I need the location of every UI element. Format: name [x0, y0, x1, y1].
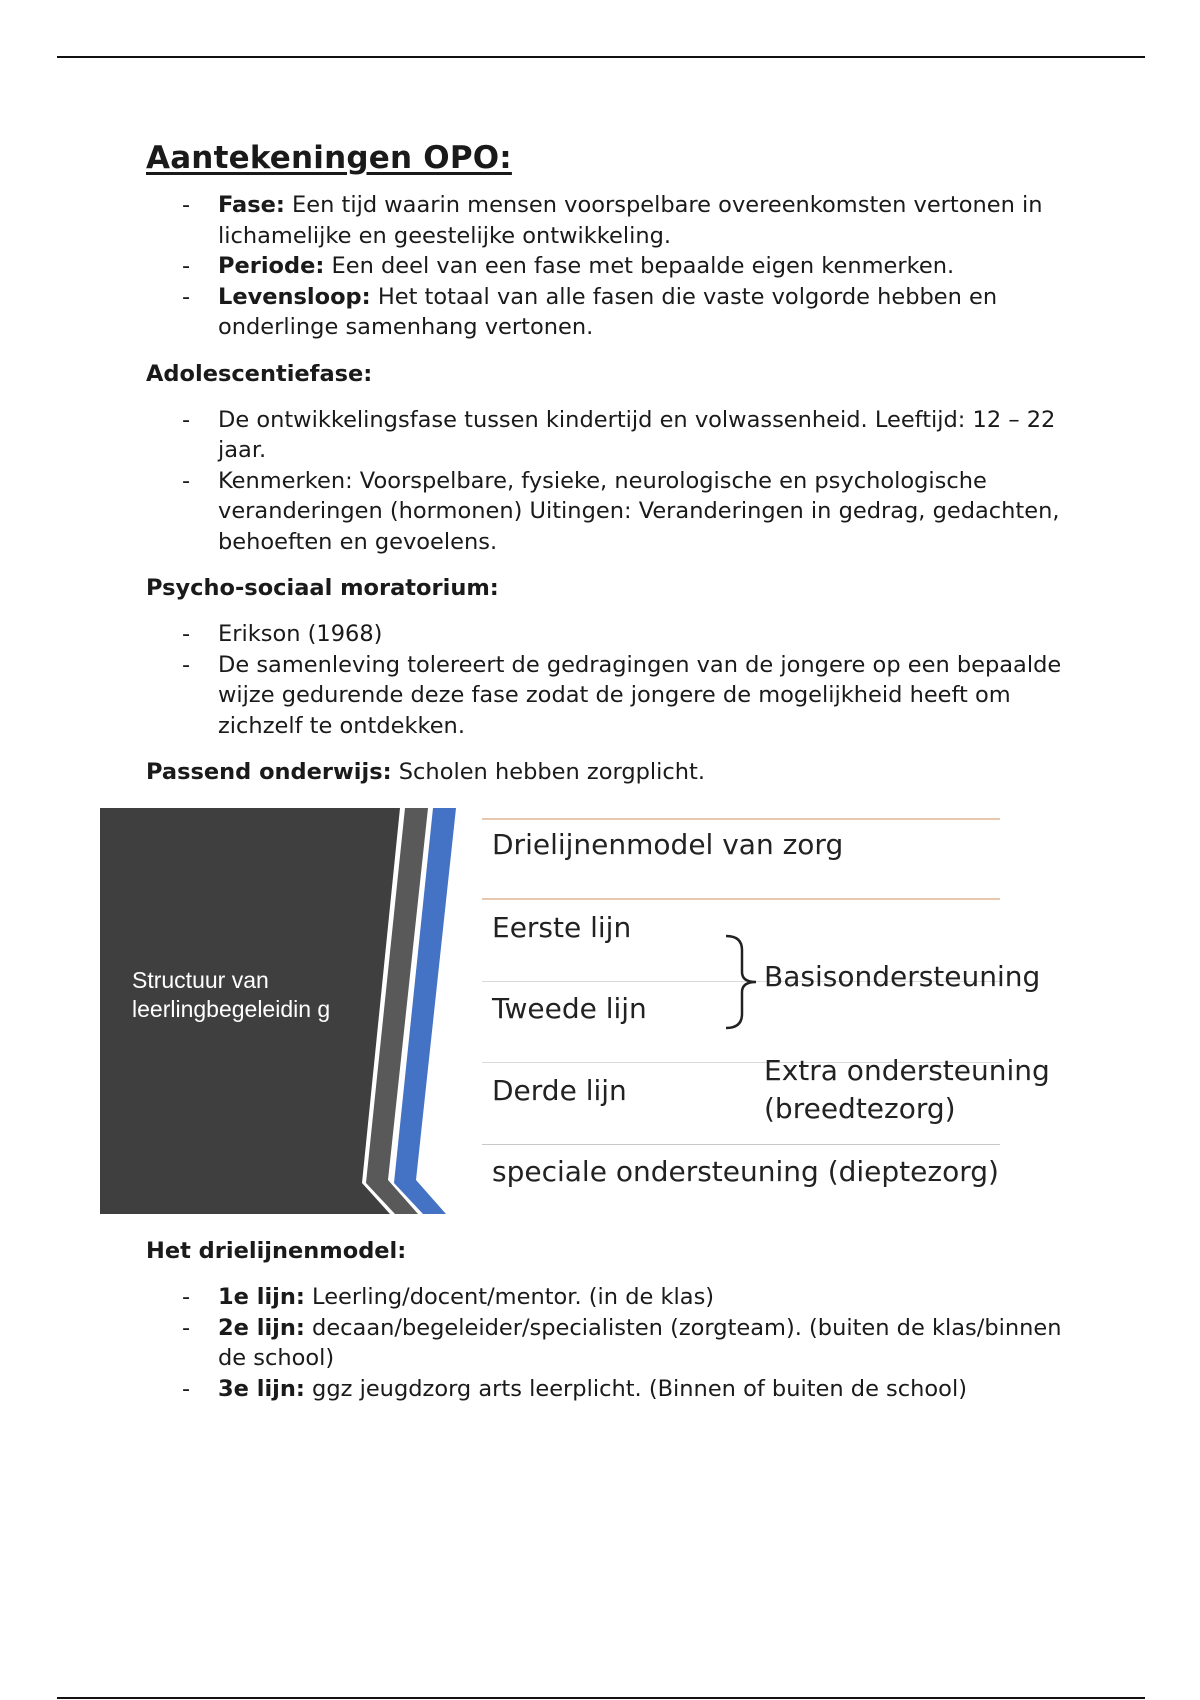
list-item — [146, 282, 1076, 343]
term: Levensloop: — [218, 283, 371, 310]
table-header: Drielijnenmodel van zorg — [492, 828, 844, 861]
zorg-table — [482, 808, 1080, 1214]
term: Fase: — [218, 192, 285, 218]
term: Periode: — [218, 253, 325, 279]
tweede-lijn: Tweede lijn — [492, 992, 647, 1025]
list-item — [146, 251, 1076, 282]
bottom-rule — [57, 1697, 1145, 1699]
list-item: - Erikson (1968) — [146, 619, 1076, 650]
section-heading: Het drielijnenmodel: — [146, 1238, 407, 1264]
drielijnenmodel-diagram — [100, 808, 1080, 1214]
list-item — [146, 190, 1076, 251]
definition-text: Leerling/docent/mentor. (in de klas) — [304, 1284, 715, 1310]
definition-text: ggz jeugdzorg arts leerplicht. (Binnen of buiten de school) — [304, 1375, 967, 1402]
breedtezorg: (breedtezorg) — [764, 1092, 956, 1125]
eerste-lijn: Eerste lijn — [492, 911, 632, 944]
derde-lijn: Derde lijn — [492, 1074, 627, 1107]
notes-section — [146, 140, 1076, 787]
drielijnen-section — [146, 1236, 1076, 1404]
top-rule — [57, 56, 1145, 58]
term: Passend onderwijs: — [146, 759, 392, 785]
term: 3e lijn: — [218, 1375, 305, 1402]
curly-brace — [722, 932, 762, 1032]
definitions-list — [146, 190, 1076, 343]
list-item: - De samenleving tolereert de gedragingen van de jongere op een bepaalde wijze gedurende deze fase zodat de jongere de mogelijkheid heeft om zichzelf te ontdekken. — [146, 650, 1076, 742]
speciale-ondersteuning: speciale ondersteuning (dieptezorg) — [492, 1155, 999, 1188]
list-item — [146, 1282, 1076, 1313]
definition-text: decaan/begeleider/specialisten (zorgteam). (buiten de klas/binnen de school) — [218, 1314, 1062, 1371]
extra-ondersteuning: Extra ondersteuning — [764, 1054, 1050, 1087]
drielijnen-list — [146, 1282, 1076, 1404]
list-item: - Kenmerken: Voorspelbare, fysieke, neurologische en psychologische veranderingen (hormonen) Uitingen: Veranderingen in gedrag, gedachten, behoeften en gevoelens. — [146, 466, 1076, 558]
term: 2e lijn: — [218, 1314, 305, 1341]
definition-text: Een tijd waarin mensen voorspelbare overeenkomsten vertonen in lichamelijke en geestelijke ontwikkeling. — [218, 192, 1043, 249]
list-item — [146, 1374, 1076, 1405]
basisondersteuning: Basisondersteuning — [764, 960, 1041, 993]
definition-text: Scholen hebben zorgplicht. — [391, 759, 705, 785]
adolescentie-list — [146, 405, 1076, 558]
divider — [482, 898, 1000, 900]
panel-label: Structuur van leerlingbegeleidin g — [132, 967, 331, 1022]
divider — [482, 1144, 1000, 1145]
definition-text: Het totaal van alle fasen die vaste volgorde hebben en onderlinge samenhang vertonen. — [218, 283, 998, 340]
list-item — [146, 1313, 1076, 1374]
definition-text: Een deel van een fase met bepaalde eigen kenmerken. — [324, 253, 955, 279]
section-heading: Adolescentiefase: — [146, 360, 373, 387]
term: 1e lijn: — [218, 1284, 305, 1310]
section-heading: Psycho-sociaal moratorium: — [146, 575, 499, 601]
page-title: Aantekeningen OPO: — [146, 140, 512, 176]
brace-path — [726, 936, 756, 1028]
passend-onderwijs — [146, 757, 1076, 787]
list-item: - De ontwikkelingsfase tussen kindertijd en volwassenheid. Leeftijd: 12 – 22 jaar. — [146, 405, 1076, 466]
moratorium-list — [146, 619, 1076, 741]
divider — [482, 818, 1000, 820]
